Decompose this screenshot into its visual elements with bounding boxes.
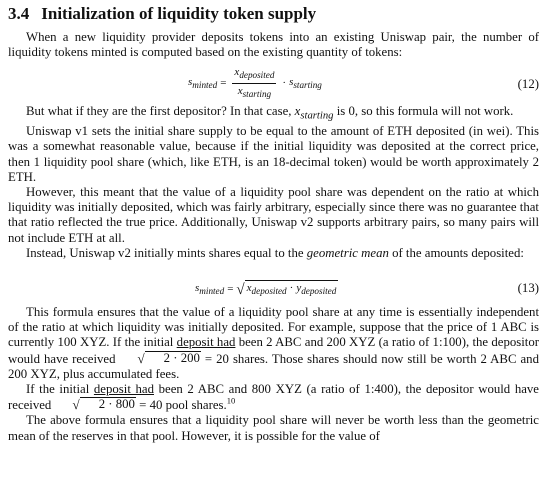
- eq13-lhs: $s_{minted}$: [195, 281, 225, 297]
- eq12-rhs: $s_{starting}$: [289, 76, 322, 91]
- eq12-lhs: $s_{minted}$: [188, 76, 218, 91]
- inline-sqrt-800: √ 2 · 800: [72, 397, 135, 413]
- equation-12-body: [188, 66, 322, 100]
- section-number: 3.4: [8, 4, 30, 23]
- equation-13: [8, 279, 539, 299]
- paper-page: [8, 4, 539, 444]
- paragraph-first-depositor: But what if they are the first depositor? In that case, $x_{starting}$ is 0, so this formula will not work.: [26, 104, 514, 122]
- underlined-deposit-had-2: deposit had: [93, 382, 154, 396]
- underlined-deposit-had: deposit had: [176, 335, 236, 350]
- radical-sign: √: [236, 282, 245, 299]
- footnote-marker: 10: [226, 395, 236, 406]
- paragraph-example-2: If the initial deposit had been 2 ABC and 800 XYZ (a ratio of 1:400), the depositor would have received √ 2 · 800 = 40 pool shares.$^{10}$: [8, 382, 539, 413]
- paragraph-instead: Instead, Uniswap v2 initially mints shares equal to the geometric mean of the amounts deposited:: [26, 245, 524, 260]
- paragraph-example-1: This formula ensures that the value of a liquidity pool share at any time is essentially independent of the ratio at which liquidity was initially deposited. For example, suppose that the price of 1 ABC is currently 100 XYZ. If the initial deposit had been 2 ABC and 200 XYZ (a ratio of 1:100), the depositor would have received √ 2 · 200 = 20 shares. Those shares should now still be worth 2 ABC and 200 XYZ, plus accumulated fees.: [8, 304, 540, 381]
- eq13-radicand: $x_{deposited} \cdot y_{deposited}$: [246, 281, 337, 297]
- inline-sqrt-200: √ 2 · 200: [137, 350, 200, 366]
- equation-13-number: (13): [517, 280, 539, 295]
- equation-12-number: (12): [517, 77, 539, 92]
- eq12-denominator: $x_{starting}$: [237, 84, 272, 100]
- eq13-equals: =: [227, 282, 234, 295]
- paragraph-closing: The above formula ensures that a liquidity pool share will never be worth less than the geometric mean of the reserves in that pool. However, it is possible for the value of: [8, 413, 539, 443]
- eq13-sqrt: [236, 280, 338, 298]
- eq12-equals: =: [220, 77, 227, 90]
- section-heading: [8, 4, 539, 24]
- eq12-fraction: [232, 66, 276, 101]
- eq12-numerator: $x_{deposited}$: [232, 66, 276, 84]
- section-title: Initialization of liquidity token supply: [41, 4, 317, 23]
- eq12-dot: ·: [282, 77, 287, 90]
- paragraph-however: However, this meant that the value of a liquidity pool share was dependent on the ratio at which liquidity was initially deposited, which was fairly arbitrary, especially since there was no guarantee that that ratio reflected the true price. Additionally, Uniswap v2 supports arbitrary pairs, so many pairs will not include ETH at all.: [8, 184, 539, 245]
- paragraph-uniswap-v1: Uniswap v1 sets the initial share supply to be equal to the amount of ETH deposited (in wei). This was a somewhat reasonable value, because if the initial liquidity was deposited at the correct price, then 1 liquidity pool share (which, like ETH, is an 18-decimal token) would be worth approximately 2 ETH.: [8, 124, 539, 184]
- equation-13-body: [195, 279, 338, 299]
- paragraph-intro: When a new liquidity provider deposits tokens into an existing Uniswap pair, the number of liquidity tokens minted is computed based on the existing quantity of tokens:: [8, 30, 539, 60]
- geometric-mean-emphasis: geometric mean: [306, 245, 389, 260]
- equation-12: [8, 66, 539, 100]
